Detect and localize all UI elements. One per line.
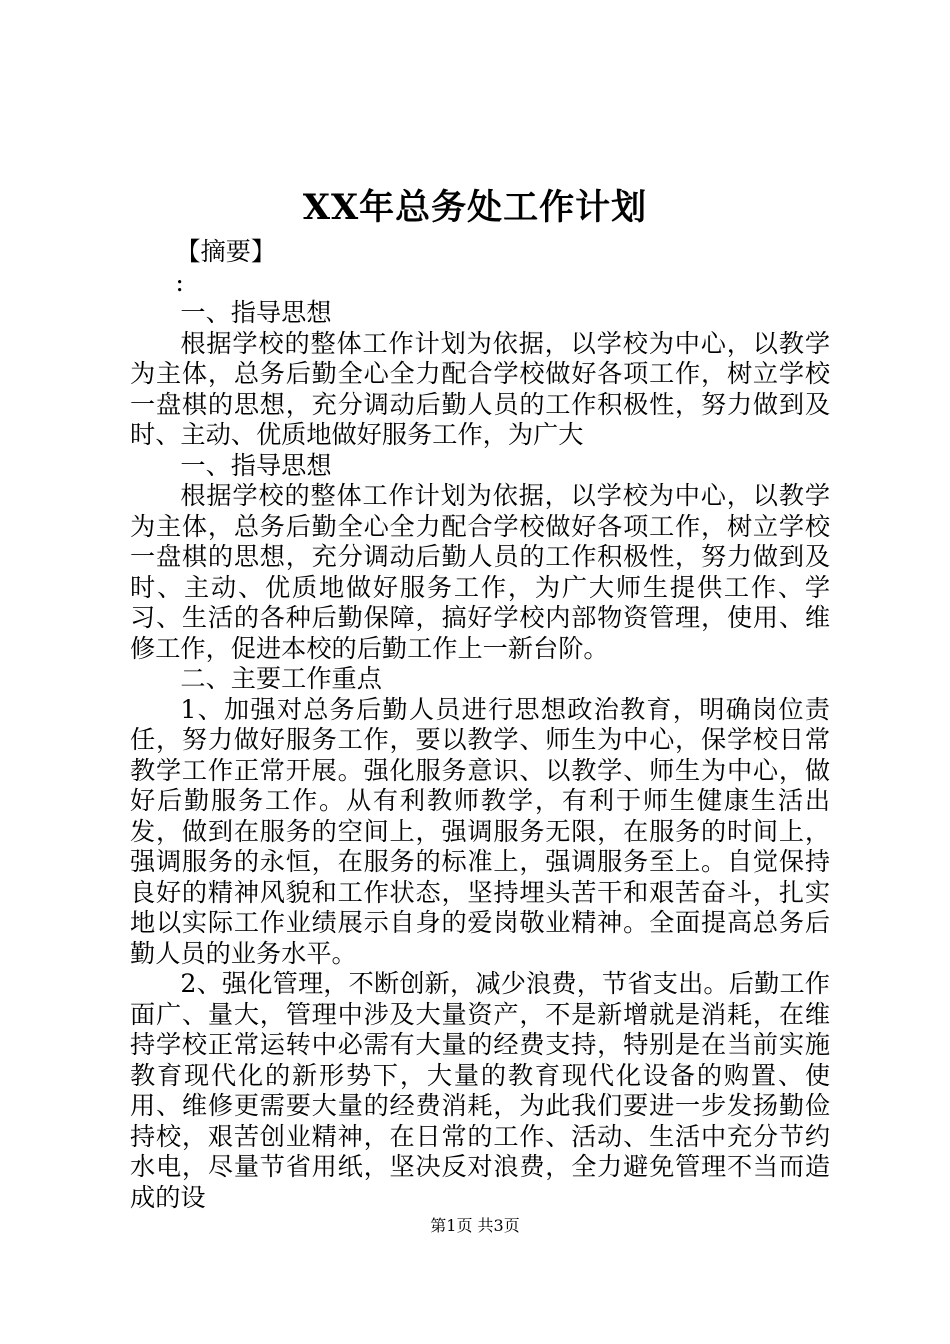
paragraph-guiding-ideology-truncated: 根据学校的整体工作计划为依据，以学校为中心，以教学为主体，总务后勤全心全力配合学校做好各项工作，树立学校一盘棋的思想，充分调动后勤人员的工作积极性，努力做到及时、主动、优质地做好服务工作，为广大 — [130, 328, 830, 449]
section-heading-guiding-ideology: 一、指导思想 — [180, 298, 332, 327]
document-title: XX年总务处工作计划 — [302, 187, 648, 228]
abstract-label: 【摘要】 — [175, 237, 277, 266]
document-body — [130, 237, 830, 1213]
section-heading-key-work: 二、主要工作重点 — [180, 664, 382, 693]
paragraph-key-work-item-1: 1、加强对总务后勤人员进行思想政治教育，明确岗位责任，努力做好服务工作，要以教学、师生为中心，保学校日常教学工作正常开展。强化服务意识、以教学、师生为中心，做好后勤服务工作。从有利教师教学，有利于师生健康生活出发，做到在服务的空间上，强调服务无限，在服务的时间上，强调服务的永恒，在服务的标准上，强调服务至上。自觉保持良好的精神风貌和工作状态，坚持埋头苦干和艰苦奋斗，扎实地以实际工作业绩展示自身的爱岗敬业精神。全面提高总务后勤人员的业务水平。 — [130, 694, 830, 968]
abstract-colon: : — [175, 267, 184, 297]
paragraph-guiding-ideology: 根据学校的整体工作计划为依据，以学校为中心，以教学为主体，总务后勤全心全力配合学校做好各项工作，树立学校一盘棋的思想，充分调动后勤人员的工作积极性，努力做到及时、主动、优质地做好服务工作，为广大师生提供工作、学习、生活的各种后勤保障，搞好学校内部物资管理，使用、维修工作，促进本校的后勤工作上一新台阶。 — [130, 481, 830, 663]
page-footer: 第1页 共3页 — [430, 1216, 520, 1235]
paragraph-key-work-item-2: 2、强化管理，不断创新，减少浪费，节省支出。后勤工作面广、量大，管理中涉及大量资产，不是新增就是消耗，在维持学校正常运转中必需有大量的经费支持，特别是在当前实施教育现代化的新形势下，大量的教育现代化设备的购置、使用、维修更需要大量的经费消耗，为此我们要进一步发扬勤俭持校，艰苦创业精神，在日常的工作、活动、生活中充分节约水电，尽量节省用纸，坚决反对浪费，全力避免管理不当而造成的设 — [130, 969, 830, 1212]
section-heading-guiding-ideology-repeat: 一、指导思想 — [180, 450, 332, 480]
